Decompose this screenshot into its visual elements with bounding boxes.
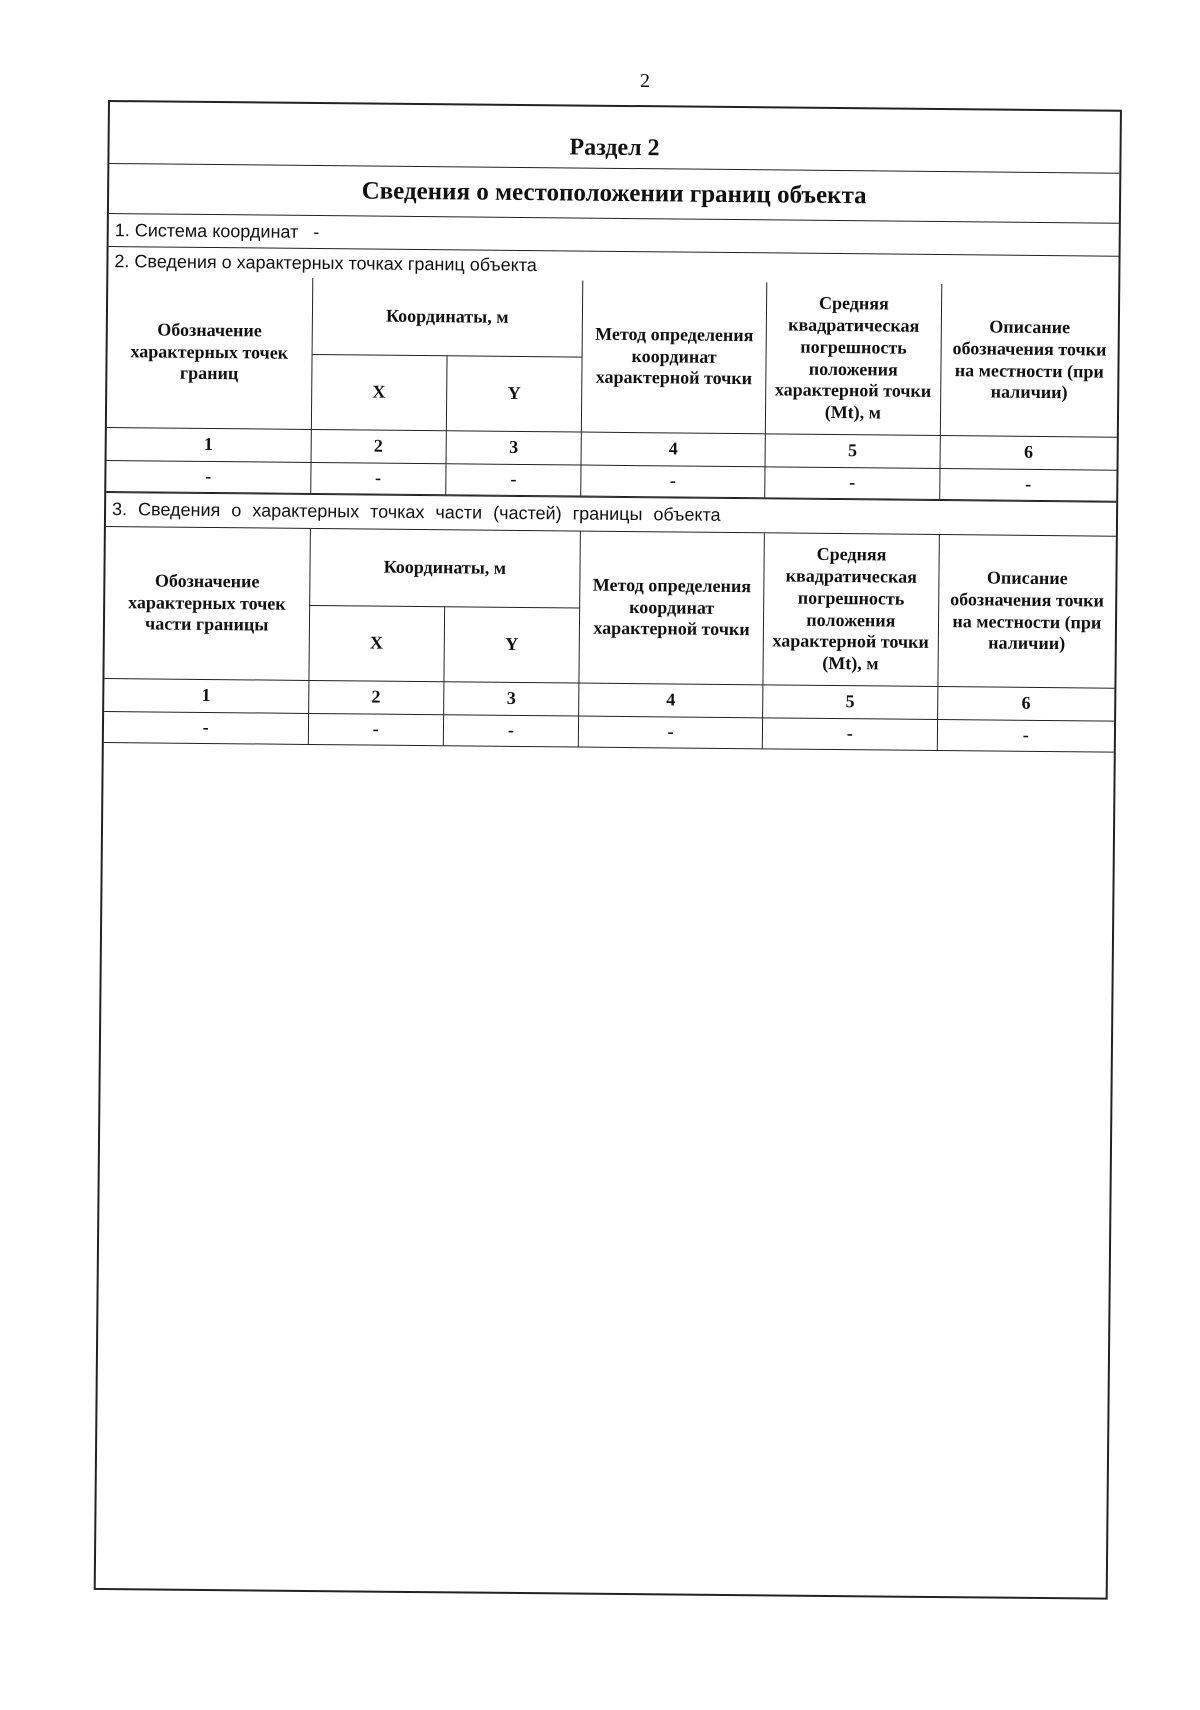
table-cell: - bbox=[937, 719, 1114, 752]
table1-caption: 2. Сведения о характерных точках границ объекта bbox=[114, 251, 537, 276]
boundary-part-points-table bbox=[104, 527, 1116, 753]
boundary-points-table bbox=[106, 276, 1118, 502]
table-cell: - bbox=[581, 465, 765, 498]
column-number: 1 bbox=[104, 678, 308, 713]
column-number: 5 bbox=[765, 434, 940, 469]
table-cell: - bbox=[104, 711, 308, 744]
column-number: 1 bbox=[107, 428, 311, 463]
table-cell: - bbox=[578, 716, 762, 749]
table-cell: - bbox=[310, 462, 446, 494]
column-number: 2 bbox=[311, 429, 447, 463]
section-heading: Раздел 2 bbox=[109, 102, 1120, 174]
column-number: 4 bbox=[579, 683, 763, 718]
header-error: Средняя квадратическая погрешность положения характерной точки (Mt), м bbox=[765, 282, 941, 435]
header-description: Описание обозначения точки на местности (при наличии) bbox=[938, 535, 1116, 688]
header-description: Описание обозначения точки на местности (при наличии) bbox=[940, 284, 1118, 437]
column-number: 6 bbox=[940, 436, 1117, 471]
table-cell: - bbox=[106, 461, 310, 494]
header-method: Метод определения координат характерной точки bbox=[582, 281, 767, 434]
header-designation: Обозначение характерных точек границ bbox=[107, 276, 312, 429]
header-coordinates: Координаты, м bbox=[309, 529, 580, 608]
coordinate-system-label: 1. Система координат bbox=[114, 220, 299, 242]
column-number: 4 bbox=[581, 432, 765, 467]
table2-caption: 3. Сведения о характерных точках части (частей) границы объекта bbox=[106, 492, 1116, 537]
column-number: 3 bbox=[443, 682, 579, 716]
table-cell: - bbox=[939, 469, 1116, 502]
column-number: 2 bbox=[308, 680, 444, 714]
header-y: Y bbox=[446, 356, 582, 432]
table-cell: - bbox=[446, 464, 582, 496]
page-number: 2 bbox=[640, 70, 650, 92]
header-designation: Обозначение характерных точек части границы bbox=[104, 527, 309, 680]
header-x: X bbox=[311, 354, 447, 430]
table-cell: - bbox=[308, 713, 444, 745]
header-y: Y bbox=[444, 607, 580, 683]
coordinate-system-value: - bbox=[313, 221, 320, 243]
header-method: Метод определения координат характерной точки bbox=[579, 532, 764, 685]
table-cell: - bbox=[443, 715, 579, 747]
document-sheet bbox=[94, 100, 1122, 1600]
column-number: 6 bbox=[937, 686, 1114, 721]
header-error: Средняя квадратическая погрешность положения характерной точки (Mt), м bbox=[763, 533, 939, 686]
header-coordinates: Координаты, м bbox=[312, 278, 583, 357]
header-x: X bbox=[308, 605, 444, 681]
table-cell: - bbox=[765, 467, 940, 500]
column-number: 3 bbox=[446, 431, 582, 465]
column-number: 5 bbox=[763, 685, 938, 720]
table-cell: - bbox=[762, 718, 937, 751]
document-title: Сведения о местоположении границ объекта bbox=[109, 164, 1119, 224]
